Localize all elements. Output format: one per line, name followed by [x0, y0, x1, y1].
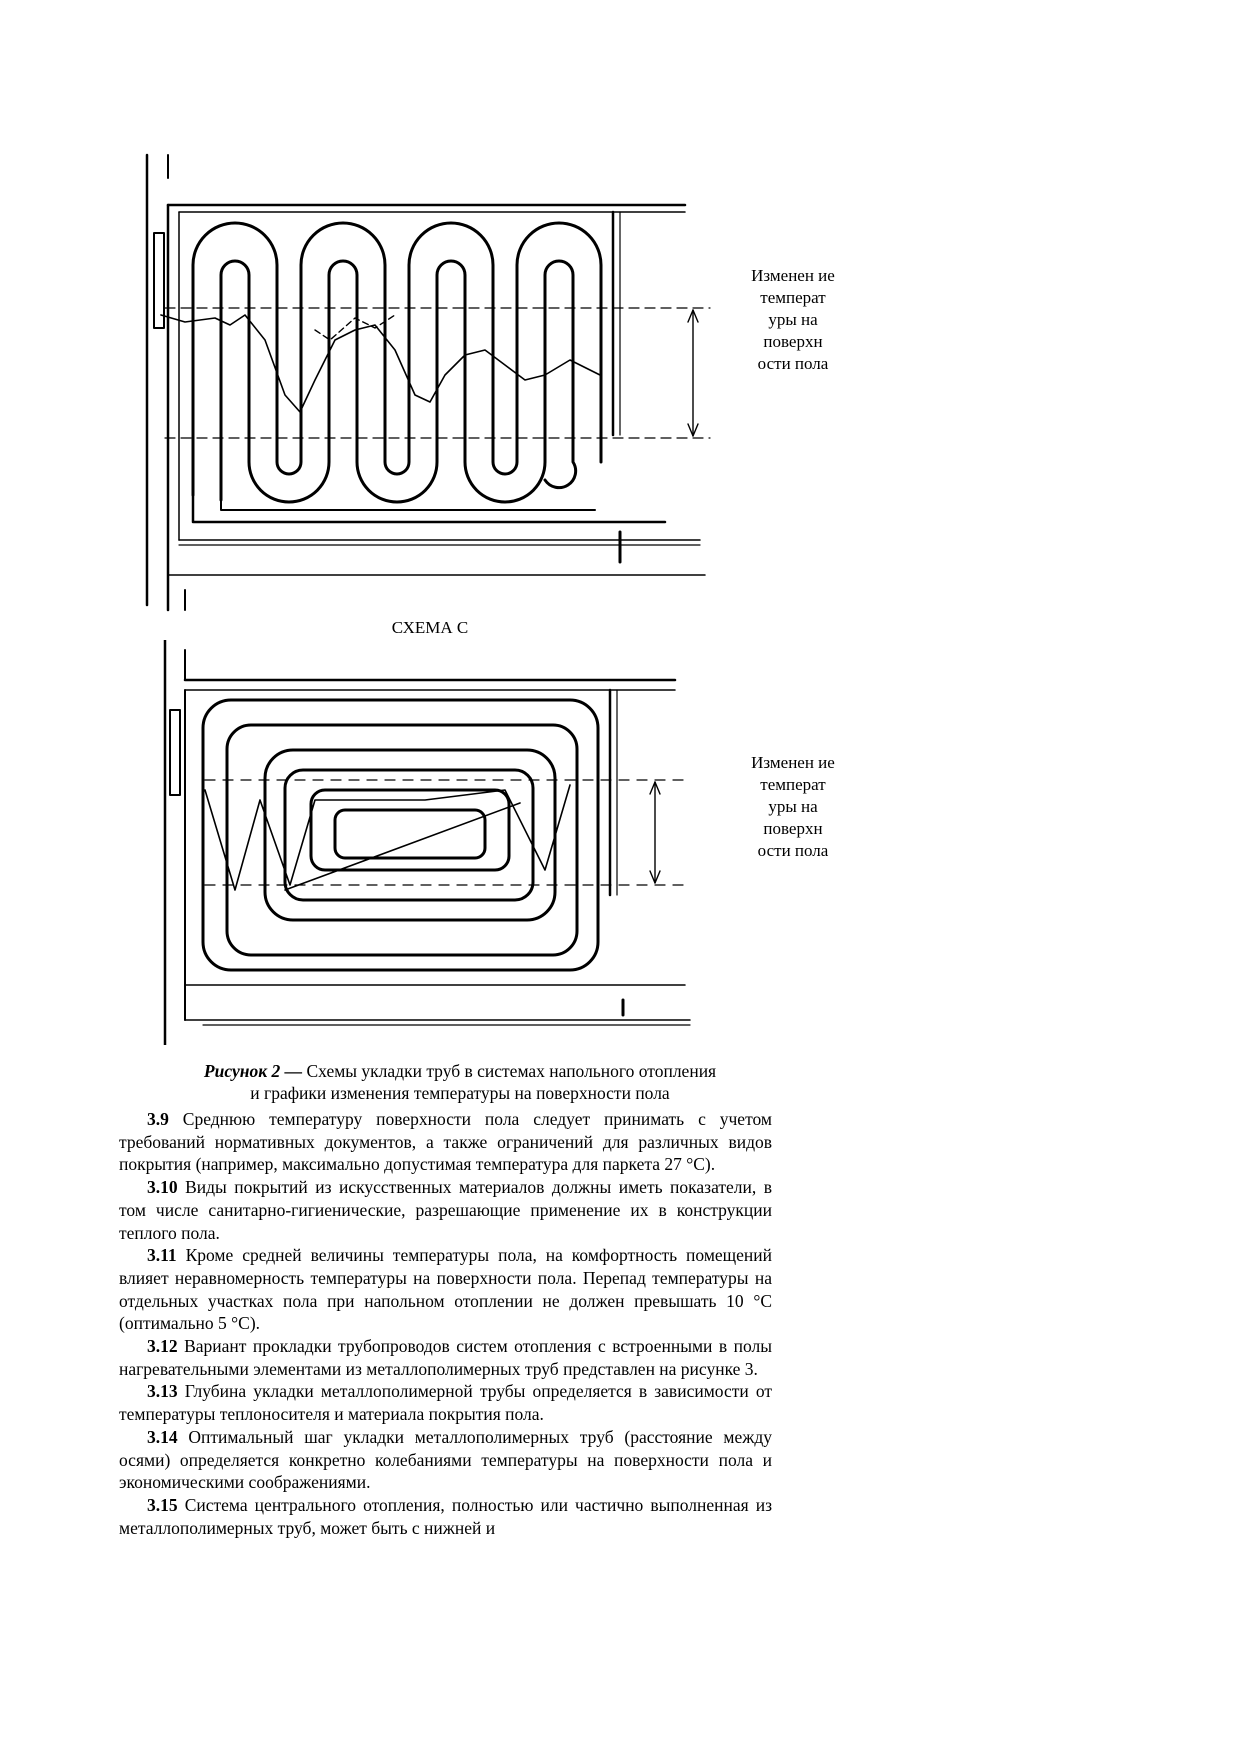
- paragraph-number: 3.11: [147, 1245, 177, 1266]
- paragraph-3-12: [119, 1335, 772, 1380]
- figure-spiral: [125, 640, 725, 1045]
- paragraph-number: 3.14: [147, 1426, 178, 1447]
- paragraph-number: 3.15: [147, 1494, 178, 1515]
- spiral-diagram: [125, 640, 725, 1045]
- paragraph-number: 3.12: [147, 1336, 178, 1357]
- paragraph-number: 3.13: [147, 1381, 178, 1402]
- caption-line-2: и графики изменения температуры на поверхности пола: [250, 1083, 670, 1103]
- top-side-label: Изменен ие температ уры на поверхн ости пола: [751, 266, 835, 373]
- paragraph-3-11: [119, 1244, 772, 1335]
- serpentine-diagram: [125, 150, 725, 615]
- paragraph-text: Глубина укладки металлополимерной трубы определяется в зависимости от температуры теплоносителя и материала покрытия пола.: [119, 1381, 772, 1425]
- paragraph-text: Виды покрытий из искусственных материалов должны иметь показатели, в том числе санитарно-гигиенические, разрешающие применение их в конструкции теплого пола.: [119, 1177, 773, 1243]
- paragraph-text: Оптимальный шаг укладки металлополимерных труб (расстояние между осями) определяется конкретно колебаниями температуры на поверхности пола и экономическими соображениями.: [119, 1426, 773, 1493]
- paragraph-3-15: [119, 1494, 772, 1539]
- caption-number: Рисунок 2 —: [203, 1061, 303, 1081]
- paragraph-3-14: [119, 1426, 772, 1494]
- caption-line-1: Схемы укладки труб в системах напольного отопления: [306, 1061, 717, 1081]
- paragraph-text: Вариант прокладки трубопроводов систем отопления с встроенными в полы нагревательными элементами из металлополимерных труб представлен на рисунке 3.: [119, 1336, 772, 1379]
- body-text: [119, 1108, 772, 1539]
- paragraph-text: Кроме средней величины температуры пола, на комфортность помещений влияет неравномерность температуры на поверхности пола. Перепад температуры на отдельных участках пола при напольном отоплении не должен превышать 10 °С (оптимально 5 °С).: [119, 1245, 772, 1334]
- scheme-label: СХЕМА С: [391, 618, 469, 637]
- bottom-side-label: Изменен ие температ уры на поверхн ости пола: [751, 753, 835, 860]
- paragraph-3-10: [119, 1176, 772, 1244]
- figure-caption: [140, 1060, 780, 1104]
- paragraph-text: Система центрального отопления, полностью или частично выполненная из металлополимерных труб, может быть с нижней и: [119, 1494, 773, 1538]
- paragraph-number: 3.9: [147, 1109, 169, 1129]
- paragraph-3-13: [119, 1380, 772, 1425]
- figure-serpentine: [125, 150, 725, 615]
- paragraph-text: Среднюю температуру поверхности пола следует принимать с учетом требований нормативных документов, а также ограничений для различных видов покрытия (например, максимально допустимая температура для паркета 27 °С).: [119, 1109, 772, 1175]
- paragraph-3-9: [119, 1108, 772, 1176]
- paragraph-number: 3.10: [147, 1177, 178, 1198]
